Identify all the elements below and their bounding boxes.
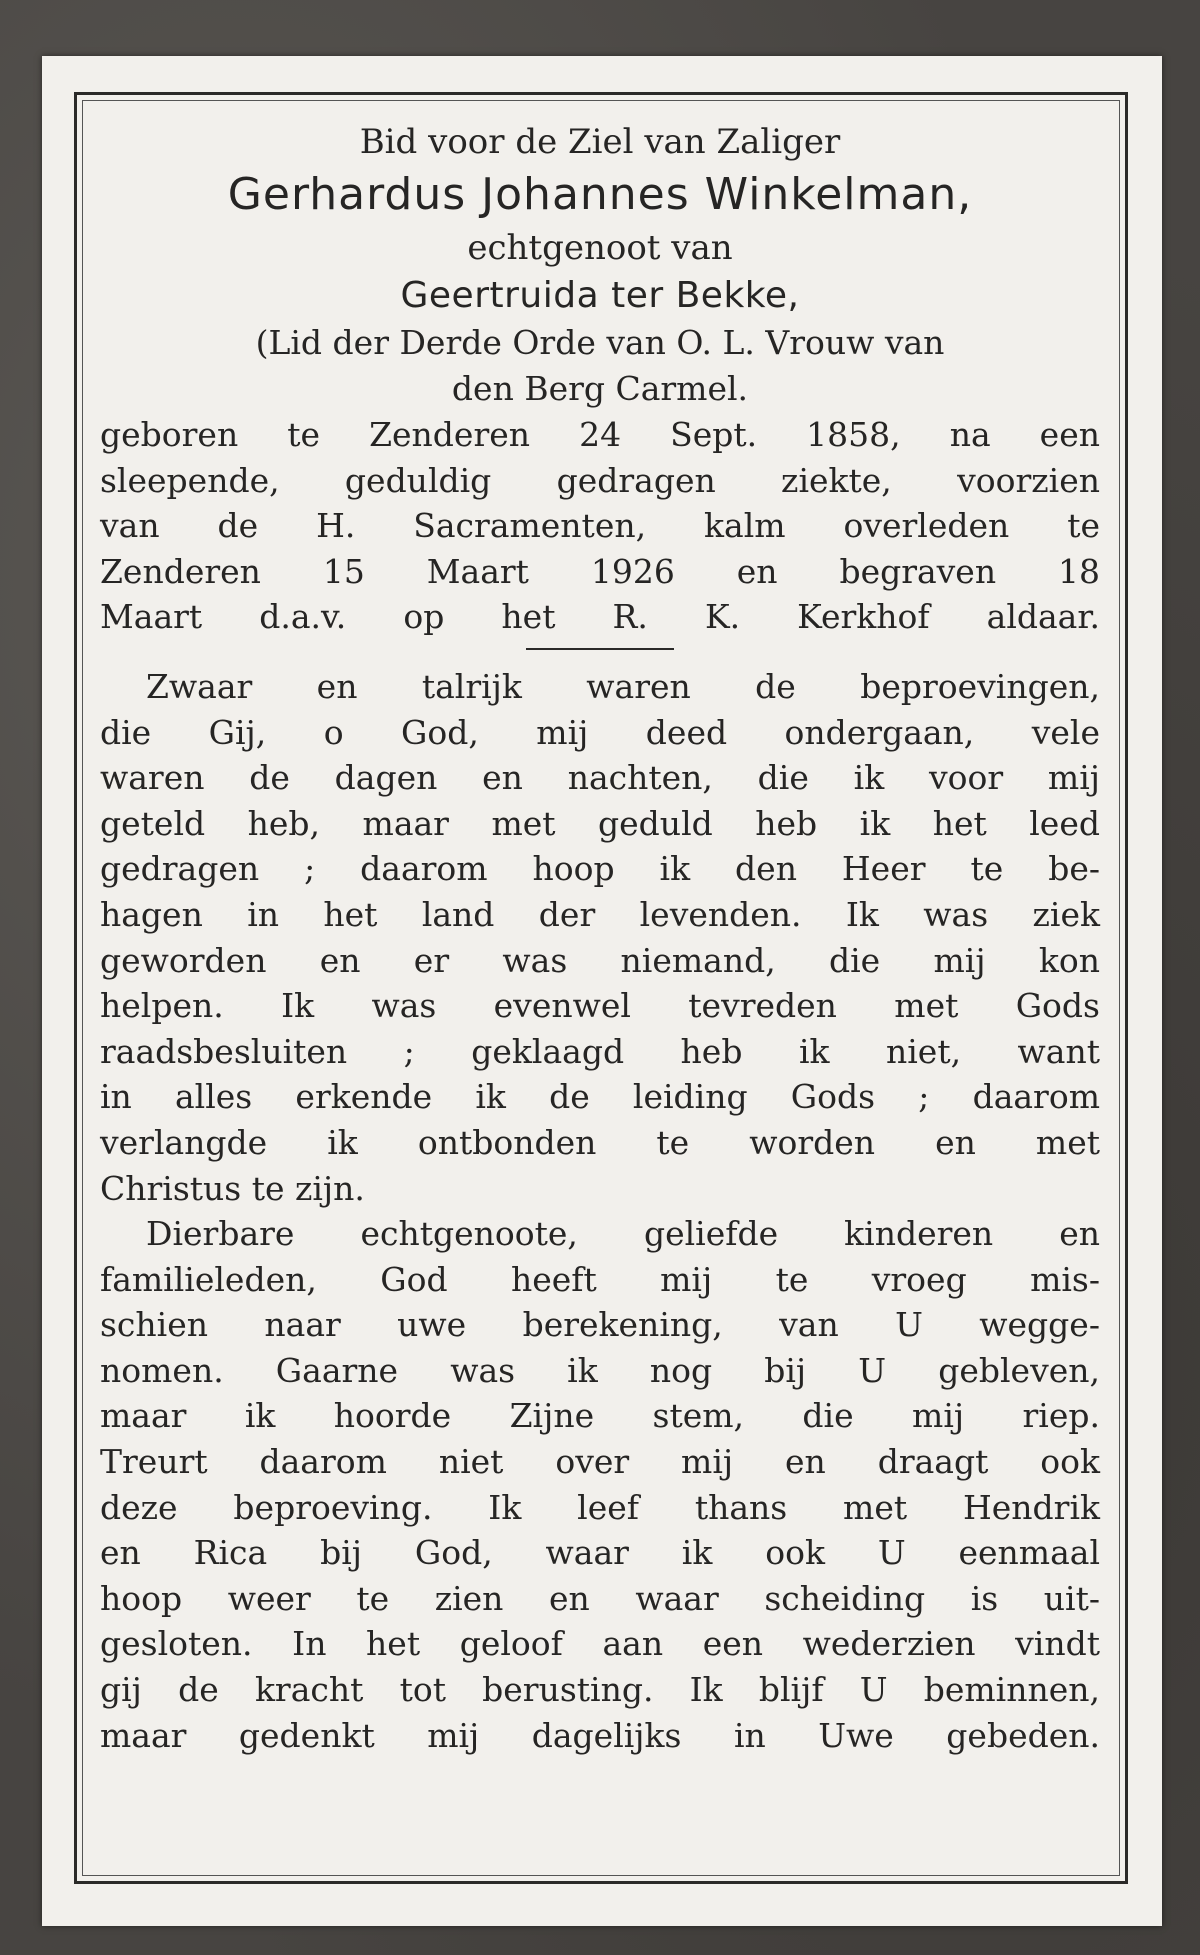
paragraph-line: helpen. Ik was evenwel tevreden met Gods xyxy=(100,986,1100,1026)
biography-block xyxy=(100,412,1100,640)
prayer-paragraph-2 xyxy=(100,1211,1100,1758)
order-membership-line-2: den Berg Carmel. xyxy=(451,369,749,408)
paragraph-line: Treurt daarom niet over mij en draagt ook xyxy=(100,1442,1100,1482)
prayer-heading: Bid voor de Ziel van Zaliger xyxy=(359,122,841,162)
biography-line: Zenderen 15 Maart 1926 en begraven 18 xyxy=(100,551,1100,591)
deceased-name: Gerhardus Johannes Winkelman, xyxy=(227,169,973,220)
paragraph-line: geteld heb, maar met geduld heb ik het leed xyxy=(100,803,1100,843)
paragraph-line: en Rica bij God, waar ik ook U eenmaal xyxy=(100,1533,1100,1573)
paragraph-line: gij de kracht tot berusting. Ik blijf U beminnen, xyxy=(100,1670,1100,1710)
order-membership-line-1: (Lid der Derde Orde van O. L. Vrouw van xyxy=(255,323,945,362)
paragraph-line: geworden en er was niemand, die mij kon xyxy=(100,940,1100,980)
biography-line: Maart d.a.v. op het R. K. Kerkhof aldaar. xyxy=(100,597,1100,637)
card-content xyxy=(100,118,1100,1758)
paragraph-line: nomen. Gaarne was ik nog bij U gebleven, xyxy=(100,1350,1100,1390)
biography-line: van de H. Sacramenten, kalm overleden te xyxy=(100,506,1100,546)
paragraph-line: verlangde ik ontbonden te worden en met xyxy=(100,1122,1100,1162)
section-divider xyxy=(526,648,674,650)
paragraph-line: gedragen ; daarom hoop ik den Heer te be- xyxy=(100,849,1100,889)
paragraph-line: die Gij, o God, mij deed ondergaan, vele xyxy=(100,712,1100,752)
paragraph-line: maar ik hoorde Zijne stem, die mij riep. xyxy=(100,1396,1100,1436)
paragraph-line: in alles erkende ik de leiding Gods ; daarom xyxy=(100,1077,1100,1117)
paragraph-line: gesloten. In het geloof aan een wederzien vindt xyxy=(100,1624,1100,1664)
spouse-of-label: echtgenoot van xyxy=(467,228,733,268)
paragraph-line: hagen in het land der levenden. Ik was ziek xyxy=(100,894,1100,934)
paragraph-line: Dierbare echtgenoote, geliefde kinderen en xyxy=(146,1214,1100,1254)
paragraph-line: schien naar uwe berekening, van U wegge- xyxy=(100,1305,1100,1345)
paragraph-line: raadsbesluiten ; geklaagd heb ik niet, want xyxy=(100,1031,1100,1071)
paragraph-line: Zwaar en talrijk waren de beproevingen, xyxy=(146,666,1100,706)
paragraph-line: familieleden, God heeft mij te vroeg mis- xyxy=(100,1259,1100,1299)
paragraph-line: deze beproeving. Ik leef thans met Hendrik xyxy=(100,1487,1100,1527)
paragraph-line: waren de dagen en nachten, die ik voor mij xyxy=(100,758,1100,798)
biography-line: geboren te Zenderen 24 Sept. 1858, na een xyxy=(100,415,1100,454)
memorial-card xyxy=(42,56,1162,1926)
spouse-name: Geertruida ter Bekke, xyxy=(400,275,800,316)
paragraph-line: Christus te zijn. xyxy=(100,1168,365,1208)
paragraph-line: maar gedenkt mij dagelijks in Uwe gebeden. xyxy=(100,1715,1100,1755)
biography-line: sleepende, geduldig gedragen ziekte, voorzien xyxy=(100,460,1100,500)
prayer-paragraph-1 xyxy=(100,664,1100,1211)
paragraph-line: hoop weer te zien en waar scheiding is uit- xyxy=(100,1578,1100,1618)
